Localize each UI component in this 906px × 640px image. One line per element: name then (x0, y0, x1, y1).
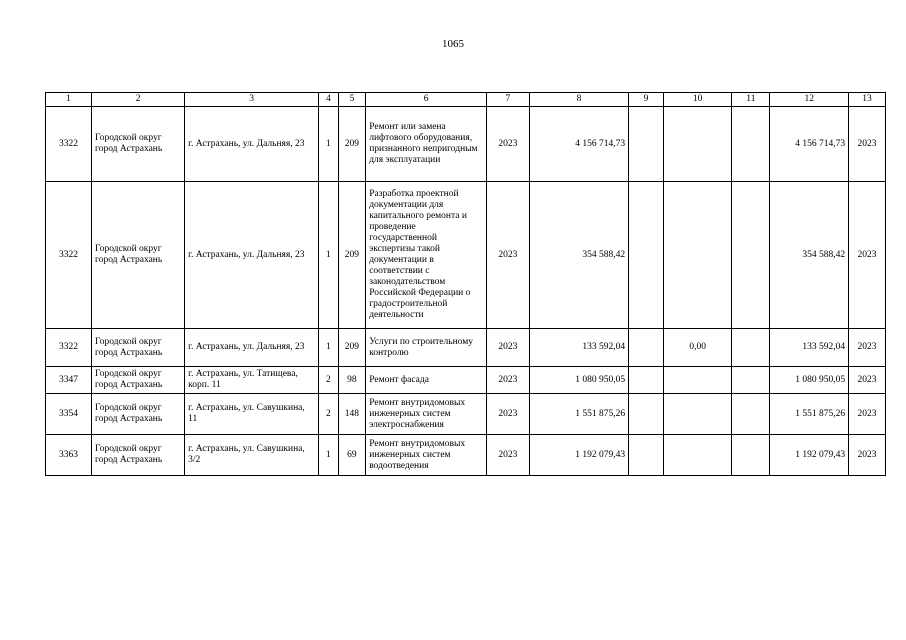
cell-object-id: 3363 (46, 435, 92, 476)
cell-col12: 1 080 950,05 (770, 367, 849, 394)
column-header: 8 (529, 93, 628, 107)
column-header: 3 (185, 93, 319, 107)
cell-col4: 2 (319, 367, 338, 394)
cell-col12: 1 551 875,26 (770, 394, 849, 435)
table-row (46, 435, 886, 476)
cell-municipality: Городской округ город Астрахань (92, 435, 185, 476)
cell-total-cost: 1 080 950,05 (529, 367, 628, 394)
cell-work-type: Ремонт или замена лифтового оборудования, признанного непригодным для эксплуатации (366, 107, 487, 182)
cell-col5: 148 (338, 394, 366, 435)
cell-col13: 2023 (849, 329, 886, 367)
cell-work-type: Разработка проектной документации для капитального ремонта и проведение государственной экспертизы такой документации в соответствии с законодательством Российской Федерации о градостроительной деятельности (366, 182, 487, 329)
column-header: 6 (366, 93, 487, 107)
column-header: 7 (486, 93, 529, 107)
cell-year: 2023 (486, 107, 529, 182)
cell-col10 (663, 394, 732, 435)
cell-col10 (663, 107, 732, 182)
cell-object-id: 3322 (46, 329, 92, 367)
cell-col5: 209 (338, 182, 366, 329)
cell-municipality: Городской округ город Астрахань (92, 107, 185, 182)
cell-col12: 354 588,42 (770, 182, 849, 329)
cell-object-id: 3354 (46, 394, 92, 435)
cell-col10 (663, 435, 732, 476)
cell-col11 (732, 394, 770, 435)
cell-col11 (732, 107, 770, 182)
column-header: 5 (338, 93, 366, 107)
cell-col9 (629, 107, 664, 182)
cell-total-cost: 133 592,04 (529, 329, 628, 367)
cell-total-cost: 1 192 079,43 (529, 435, 628, 476)
cell-col9 (629, 435, 664, 476)
column-header: 12 (770, 93, 849, 107)
cell-col12: 133 592,04 (770, 329, 849, 367)
cell-col9 (629, 182, 664, 329)
cell-col4: 1 (319, 435, 338, 476)
cell-col11 (732, 367, 770, 394)
cell-object-id: 3322 (46, 107, 92, 182)
cell-address: г. Астрахань, ул. Савушкина, 3/2 (185, 435, 319, 476)
cell-municipality: Городской округ город Астрахань (92, 182, 185, 329)
cell-col10 (663, 182, 732, 329)
cell-col9 (629, 394, 664, 435)
cell-col12: 4 156 714,73 (770, 107, 849, 182)
cell-col11 (732, 435, 770, 476)
cell-municipality: Городской округ город Астрахань (92, 329, 185, 367)
column-header: 4 (319, 93, 338, 107)
table-row (46, 394, 886, 435)
cell-address: г. Астрахань, ул. Дальняя, 23 (185, 329, 319, 367)
cell-col11 (732, 182, 770, 329)
cell-object-id: 3322 (46, 182, 92, 329)
cell-total-cost: 1 551 875,26 (529, 394, 628, 435)
cell-total-cost: 4 156 714,73 (529, 107, 628, 182)
cell-year: 2023 (486, 367, 529, 394)
column-header: 13 (849, 93, 886, 107)
table-row (46, 182, 886, 329)
column-header: 2 (92, 93, 185, 107)
cell-address: г. Астрахань, ул. Дальняя, 23 (185, 107, 319, 182)
cell-work-type: Услуги по строительному контролю (366, 329, 487, 367)
column-header: 11 (732, 93, 770, 107)
cell-municipality: Городской округ город Астрахань (92, 394, 185, 435)
cell-address: г. Астрахань, ул. Савушкина, 11 (185, 394, 319, 435)
cell-work-type: Ремонт внутридомовых инженерных систем электроснабжения (366, 394, 487, 435)
cell-col4: 2 (319, 394, 338, 435)
cell-col10 (663, 367, 732, 394)
cell-work-type: Ремонт внутридомовых инженерных систем водоотведения (366, 435, 487, 476)
cell-year: 2023 (486, 329, 529, 367)
cell-year: 2023 (486, 435, 529, 476)
cell-col5: 209 (338, 329, 366, 367)
cell-col4: 1 (319, 329, 338, 367)
cell-address: г. Астрахань, ул. Татищева, корп. 11 (185, 367, 319, 394)
cell-col5: 209 (338, 107, 366, 182)
cell-col11 (732, 329, 770, 367)
cell-col12: 1 192 079,43 (770, 435, 849, 476)
table-row (46, 329, 886, 367)
cell-col9 (629, 329, 664, 367)
cell-object-id: 3347 (46, 367, 92, 394)
column-header: 9 (629, 93, 664, 107)
cell-municipality: Городской округ город Астрахань (92, 367, 185, 394)
cell-year: 2023 (486, 182, 529, 329)
cell-total-cost: 354 588,42 (529, 182, 628, 329)
cell-col13: 2023 (849, 182, 886, 329)
page-number: 1065 (442, 38, 464, 50)
cell-col13: 2023 (849, 394, 886, 435)
cell-col5: 69 (338, 435, 366, 476)
cell-col9 (629, 367, 664, 394)
cell-work-type: Ремонт фасада (366, 367, 487, 394)
cell-address: г. Астрахань, ул. Дальняя, 23 (185, 182, 319, 329)
cell-year: 2023 (486, 394, 529, 435)
table-row (46, 107, 886, 182)
cell-col13: 2023 (849, 435, 886, 476)
capital-repair-table (45, 92, 886, 476)
column-header: 10 (663, 93, 732, 107)
cell-col13: 2023 (849, 367, 886, 394)
cell-col10: 0,00 (663, 329, 732, 367)
cell-col4: 1 (319, 182, 338, 329)
cell-col4: 1 (319, 107, 338, 182)
table-row (46, 367, 886, 394)
cell-col13: 2023 (849, 107, 886, 182)
column-header: 1 (46, 93, 92, 107)
cell-col5: 98 (338, 367, 366, 394)
table-header-row (46, 93, 886, 107)
